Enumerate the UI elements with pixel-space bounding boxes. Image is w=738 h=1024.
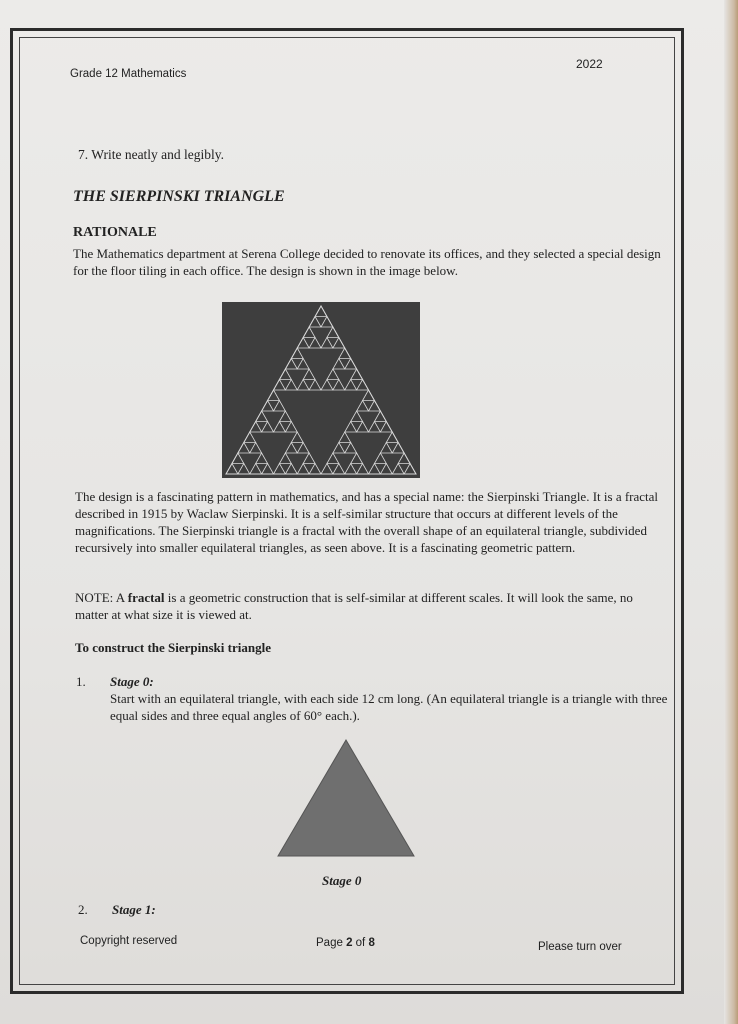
footer-copyright: Copyright reserved — [80, 935, 178, 947]
figure-caption: Stage 0 — [322, 873, 362, 888]
header-subject: Grade 12 Mathematics — [70, 68, 187, 80]
rationale-heading: RATIONALE — [73, 225, 157, 240]
stage-0-figure — [276, 738, 416, 858]
step-1-label: Stage 0: — [110, 674, 154, 689]
construct-heading: To construct the Sierpinski triangle — [75, 640, 271, 655]
footer-turn-over: Please turn over — [538, 941, 622, 953]
step-2-label: Stage 1: — [112, 902, 156, 917]
sierpinski-tiling-image — [222, 302, 420, 478]
sierpinski-figure — [222, 302, 420, 478]
description-paragraph: The design is a fascinating pattern in mathematics, and has a special name: the Sierpinski Triangle. It is a fractal described in 1915 by Waclaw Sierpinski. It is a self-similar structure that occurs at different levels of the magnifications. The Sierpinski triangle is a fractal with the overall shape of an equilateral triangle, subdivided recursively into smaller equilateral triangles, as seen above. It is a fascinating geometric pattern. — [75, 489, 659, 555]
step-1-number: 1. — [76, 674, 86, 689]
table-edge — [724, 0, 738, 1024]
section-title: THE SIERPINSKI TRIANGLE — [73, 188, 285, 205]
note-paragraph — [75, 589, 667, 623]
step-1-text: Start with an equilateral triangle, with each side 12 cm long. (An equilateral triangle is a triangle with three equal sides and three equal angles of 60° each.). — [110, 691, 668, 723]
instruction-item-7: 7. Write neatly and legibly. — [78, 147, 225, 162]
page-total: 8 — [368, 937, 375, 949]
footer-page-number — [316, 937, 375, 949]
note-suffix: is a geometric construction that is self-similar at different scales. It will look the same, no matter at what size it is viewed at. — [75, 590, 633, 622]
page-current: 2 — [346, 937, 353, 949]
rationale-paragraph: The Mathematics department at Serena College decided to renovate its offices, and they selected a special design for the floor tiling in each office. The design is shown in the image below. — [73, 246, 661, 278]
note-term: fractal — [127, 590, 165, 605]
stage-0-triangle — [278, 740, 414, 856]
page-of: of — [352, 937, 369, 949]
note-prefix: NOTE: A — [75, 590, 128, 605]
page-prefix: Page — [316, 937, 347, 949]
step-2-number: 2. — [78, 902, 88, 917]
header-year: 2022 — [576, 57, 603, 71]
